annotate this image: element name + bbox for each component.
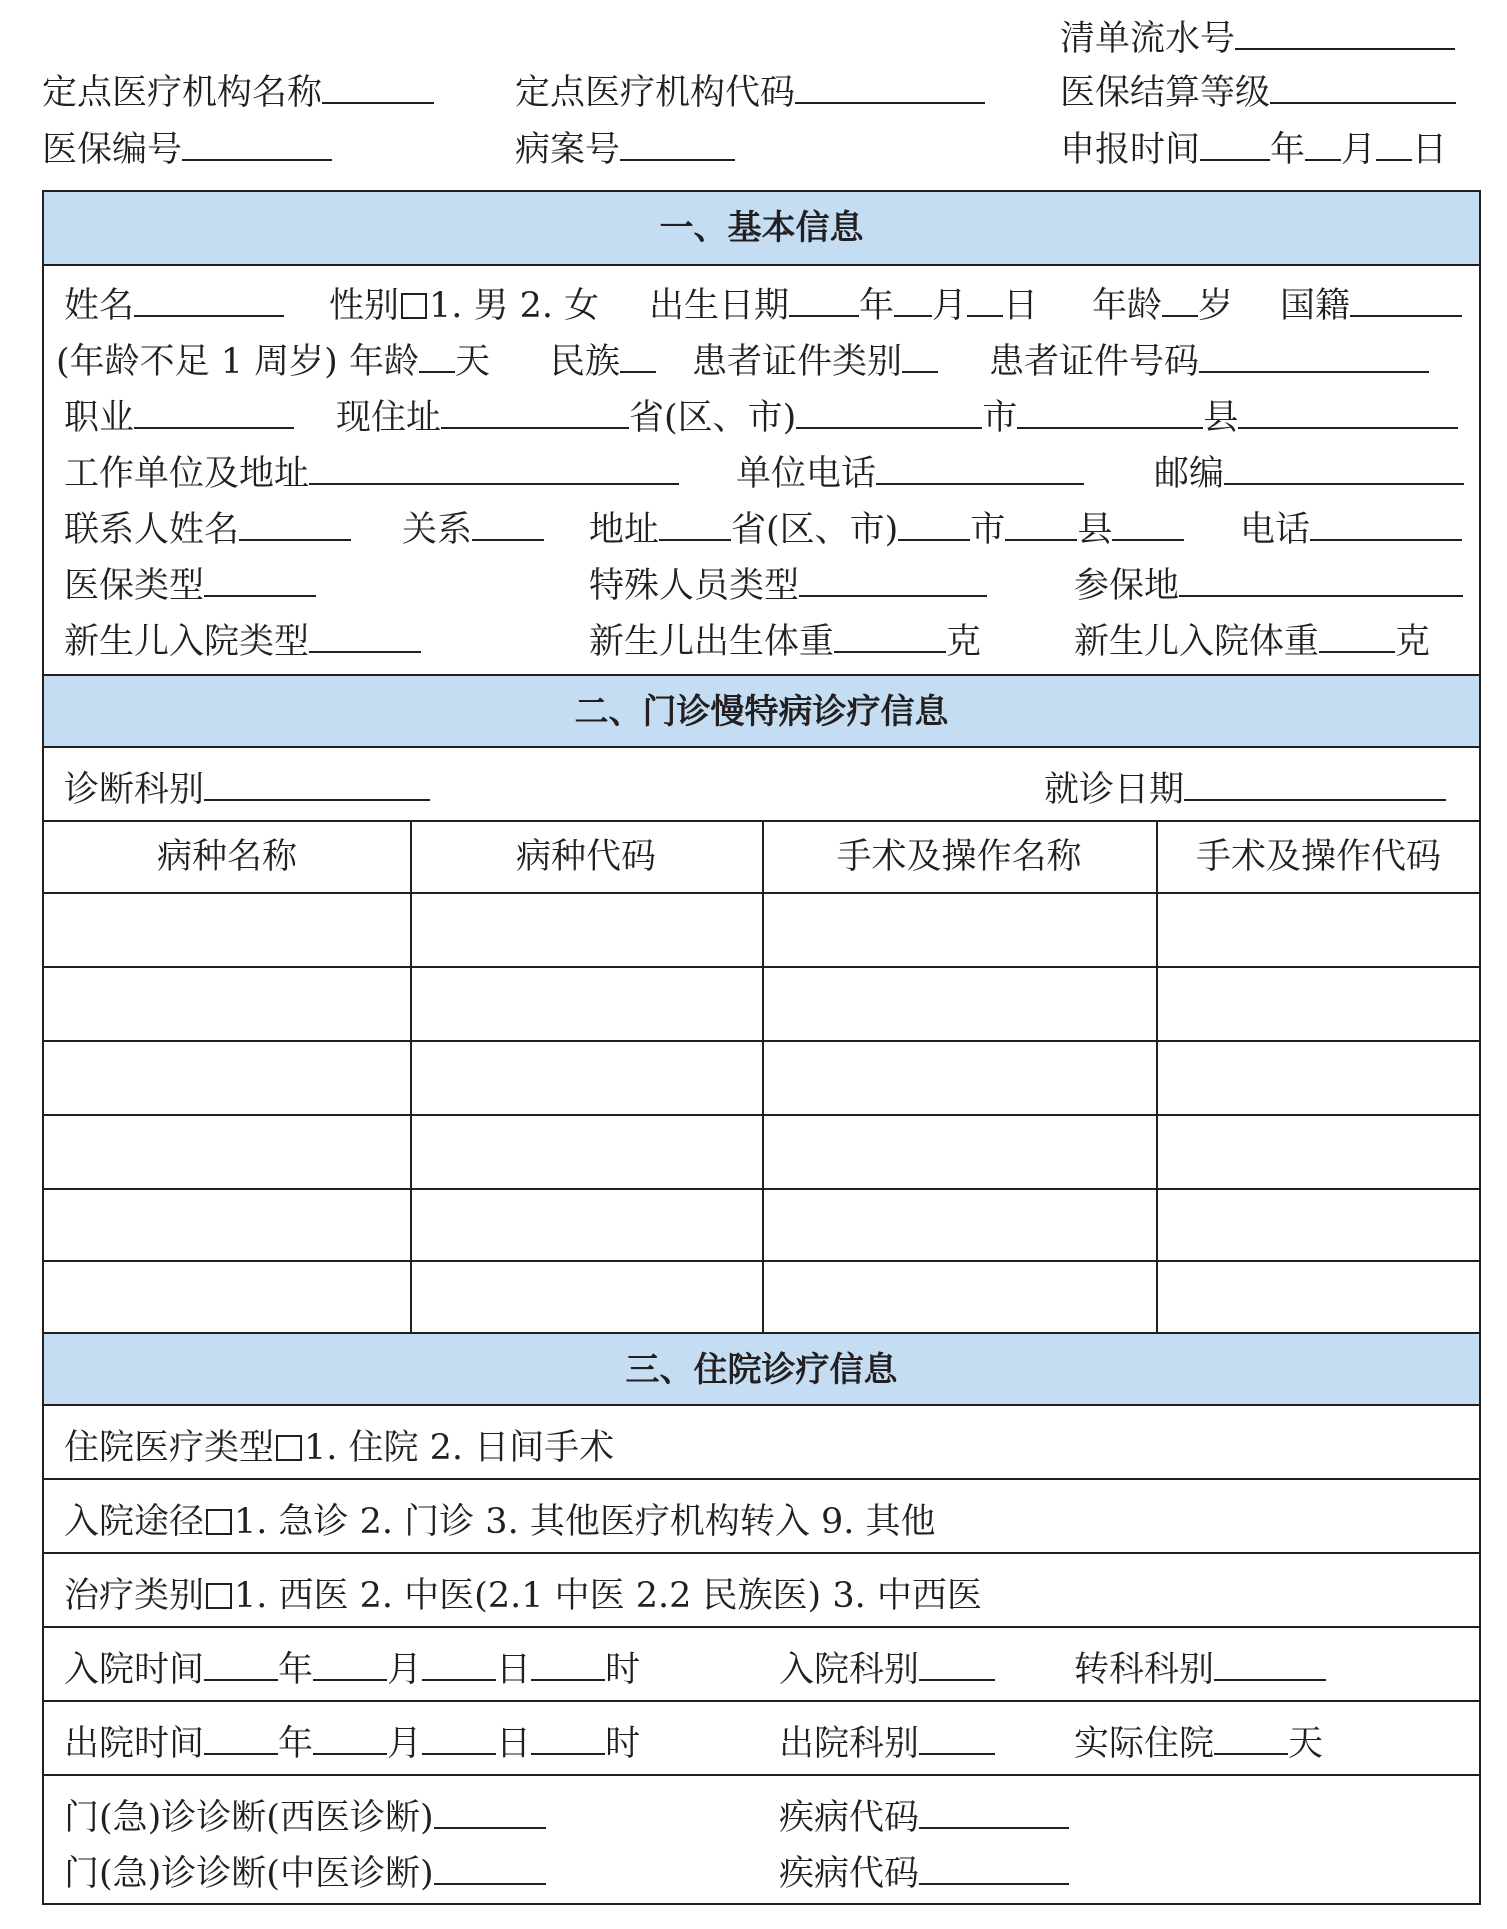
occupation-label: 职业	[64, 398, 135, 438]
diag-western-field[interactable]	[64, 1790, 546, 1840]
contact-address-field[interactable]	[589, 502, 1184, 552]
report-year-blank[interactable]	[1200, 127, 1270, 161]
admission-route-checkbox[interactable]	[206, 1509, 232, 1535]
address-field[interactable]	[336, 390, 1458, 440]
inpatient-type-field[interactable]	[64, 1420, 614, 1470]
admit-day-unit: 日	[496, 1650, 532, 1690]
infant-age-blank[interactable]	[419, 339, 455, 373]
section3-line-1	[44, 1478, 1479, 1480]
newborn-type-label: 新生儿入院类型	[64, 622, 310, 662]
table-col-divider-3	[1156, 820, 1158, 1332]
inpatient-type-options: 1. 住院 2. 日间手术	[304, 1428, 615, 1468]
insurance-type-label: 医保类型	[64, 566, 205, 606]
western-code-blank[interactable]	[919, 1795, 1069, 1829]
contact-county-unit: 县	[1077, 510, 1113, 550]
report-day-unit: 日	[1412, 130, 1448, 170]
birth-year-unit: 年	[859, 286, 895, 326]
gender-options: 1. 男 2. 女	[429, 286, 600, 326]
birth-date-field[interactable]	[649, 278, 1038, 328]
admit-year-unit: 年	[278, 1650, 314, 1690]
newborn-admit-weight-field[interactable]	[1074, 614, 1430, 664]
postcode-field[interactable]	[1154, 446, 1464, 496]
discharge-time-field[interactable]	[64, 1716, 640, 1766]
contact-phone-label: 电话	[1240, 510, 1311, 550]
col-header-disease-name: 病种名称	[156, 837, 297, 877]
discharge-day-unit: 日	[496, 1724, 532, 1764]
name-blank[interactable]	[134, 283, 284, 317]
report-year-unit: 年	[1270, 130, 1306, 170]
address-county-blank[interactable]	[1017, 395, 1203, 429]
contact-address-label: 地址	[589, 510, 660, 550]
newborn-birth-weight-blank[interactable]	[834, 619, 946, 653]
contact-city-unit: 市	[970, 510, 1006, 550]
discharge-year-blank[interactable]	[204, 1721, 278, 1755]
age-blank[interactable]	[1162, 283, 1198, 317]
birth-day-blank[interactable]	[967, 283, 1003, 317]
section-inpatient-header: 三、住院诊疗信息	[44, 1332, 1479, 1406]
visit-date-field[interactable]	[1044, 762, 1446, 812]
discharge-dept-field[interactable]	[779, 1716, 995, 1766]
section3-line-2	[44, 1552, 1479, 1554]
newborn-admit-weight-blank[interactable]	[1319, 619, 1395, 653]
admit-time-field[interactable]	[64, 1642, 640, 1692]
inpatient-type-checkbox[interactable]	[276, 1435, 302, 1461]
newborn-birth-weight-label: 新生儿出生体重	[589, 622, 835, 662]
contact-county-blank[interactable]	[1005, 507, 1077, 541]
nationality-label: 国籍	[1280, 286, 1351, 326]
address-city-blank[interactable]	[796, 395, 982, 429]
insured-place-blank[interactable]	[1179, 563, 1463, 597]
admit-dept-label: 入院科别	[779, 1650, 920, 1690]
contact-province-unit: 省(区、市)	[731, 510, 899, 550]
contact-name-field[interactable]	[64, 502, 351, 552]
visit-date-label: 就诊日期	[1044, 770, 1185, 810]
age-field[interactable]	[1092, 278, 1233, 328]
address-county-unit: 县	[1203, 398, 1239, 438]
col-header-operation-code: 手术及操作代码	[1195, 837, 1441, 877]
section3-line-3	[44, 1626, 1479, 1628]
postcode-label: 邮编	[1154, 454, 1225, 494]
settlement-level-field[interactable]	[1060, 70, 1456, 115]
infant-age-unit: 天	[454, 342, 490, 382]
contact-phone-field[interactable]	[1240, 502, 1462, 552]
tcm-code-blank[interactable]	[919, 1851, 1069, 1885]
diag-tcm-label: 门(急)诊诊断(中医诊断)	[64, 1854, 434, 1894]
table-col-divider-1	[410, 820, 412, 1332]
admit-month-blank[interactable]	[313, 1647, 387, 1681]
diagnosis-dept-blank[interactable]	[204, 767, 430, 801]
birth-month-unit: 月	[932, 286, 968, 326]
discharge-dept-label: 出院科别	[779, 1724, 920, 1764]
discharge-year-unit: 年	[278, 1724, 314, 1764]
special-type-label: 特殊人员类型	[589, 566, 800, 606]
settlement-level-blank[interactable]	[1270, 70, 1456, 104]
employer-phone-field[interactable]	[736, 446, 1084, 496]
serial-no-label: 清单流水号	[1060, 19, 1236, 59]
serial-no-blank[interactable]	[1235, 16, 1455, 50]
discharge-day-blank[interactable]	[422, 1721, 496, 1755]
settlement-form	[42, 190, 1481, 1905]
ethnicity-blank[interactable]	[620, 339, 656, 373]
newborn-type-blank[interactable]	[309, 619, 421, 653]
id-type-label: 患者证件类别	[692, 342, 903, 382]
address-label: 现住址	[336, 398, 442, 438]
newborn-birth-weight-unit: 克	[946, 622, 982, 662]
insurance-type-blank[interactable]	[204, 563, 316, 597]
ethnicity-label: 民族	[550, 342, 621, 382]
diag-tcm-blank[interactable]	[434, 1851, 546, 1885]
report-time-label: 申报时间	[1060, 130, 1201, 170]
actual-stay-field[interactable]	[1074, 1716, 1323, 1766]
birth-day-unit: 日	[1003, 286, 1039, 326]
id-no-label: 患者证件号码	[989, 342, 1200, 382]
insured-place-field[interactable]	[1074, 558, 1463, 608]
actual-stay-label: 实际住院	[1074, 1724, 1215, 1764]
treatment-type-field[interactable]	[64, 1568, 982, 1618]
relation-field[interactable]	[402, 502, 544, 552]
section-outpatient-header: 二、门诊慢特病诊疗信息	[44, 674, 1479, 748]
western-code-field[interactable]	[779, 1790, 1069, 1840]
id-type-field[interactable]	[692, 334, 938, 384]
settlement-level-label: 医保结算等级	[1060, 73, 1271, 113]
treatment-type-label: 治疗类别	[64, 1576, 205, 1616]
admit-day-blank[interactable]	[422, 1647, 496, 1681]
institution-name-field[interactable]	[42, 70, 434, 115]
address-city-unit: 市	[982, 398, 1018, 438]
diag-tcm-field[interactable]	[64, 1846, 546, 1896]
admission-route-label: 入院途径	[64, 1502, 205, 1542]
insurance-no-label: 医保编号	[42, 130, 183, 170]
id-no-field[interactable]	[989, 334, 1429, 384]
discharge-month-blank[interactable]	[313, 1721, 387, 1755]
infant-age-label: (年龄不足 1 周岁) 年龄	[56, 342, 419, 382]
admit-year-blank[interactable]	[204, 1647, 278, 1681]
birth-month-blank[interactable]	[894, 283, 932, 317]
section-basic-info-header: 一、基本信息	[44, 192, 1479, 266]
employer-field[interactable]	[64, 446, 679, 496]
inpatient-type-label: 住院医疗类型	[64, 1428, 275, 1468]
discharge-hour-unit: 时	[605, 1724, 641, 1764]
relation-blank[interactable]	[472, 507, 544, 541]
newborn-admit-weight-unit: 克	[1395, 622, 1431, 662]
col-header-disease-code: 病种代码	[515, 837, 656, 877]
relation-label: 关系	[402, 510, 473, 550]
case-no-blank[interactable]	[620, 127, 735, 161]
newborn-type-field[interactable]	[64, 614, 421, 664]
employer-label: 工作单位及地址	[64, 454, 310, 494]
diagnosis-dept-field[interactable]	[64, 762, 430, 812]
employer-blank[interactable]	[309, 451, 679, 485]
tcm-code-field[interactable]	[779, 1846, 1069, 1896]
insured-place-label: 参保地	[1074, 566, 1180, 606]
institution-code-field[interactable]	[515, 70, 985, 115]
birth-date-label: 出生日期	[649, 286, 790, 326]
transfer-dept-label: 转科科别	[1074, 1650, 1215, 1690]
diag-western-blank[interactable]	[434, 1795, 546, 1829]
age-unit: 岁	[1198, 286, 1234, 326]
insurance-type-field[interactable]	[64, 558, 316, 608]
case-no-field[interactable]	[515, 127, 735, 172]
id-type-blank[interactable]	[902, 339, 938, 373]
employer-phone-blank[interactable]	[876, 451, 1084, 485]
discharge-dept-blank[interactable]	[919, 1721, 995, 1755]
transfer-dept-field[interactable]	[1074, 1642, 1326, 1692]
address-province-blank[interactable]	[441, 395, 629, 429]
nationality-field[interactable]	[1280, 278, 1462, 328]
admission-route-field[interactable]	[64, 1494, 935, 1544]
discharge-time-label: 出院时间	[64, 1724, 205, 1764]
institution-code-blank[interactable]	[795, 70, 985, 104]
contact-detail-blank[interactable]	[1112, 507, 1184, 541]
discharge-month-unit: 月	[387, 1724, 423, 1764]
actual-stay-blank[interactable]	[1214, 1721, 1288, 1755]
employer-phone-label: 单位电话	[736, 454, 877, 494]
nationality-blank[interactable]	[1350, 283, 1462, 317]
treatment-type-checkbox[interactable]	[206, 1583, 232, 1609]
institution-name-blank[interactable]	[322, 70, 434, 104]
admission-route-options: 1. 急诊 2. 门诊 3. 其他医疗机构转入 9. 其他	[234, 1502, 936, 1542]
name-label: 姓名	[64, 286, 135, 326]
section3-line-5	[44, 1774, 1479, 1776]
report-month-unit: 月	[1341, 130, 1377, 170]
actual-stay-unit: 天	[1288, 1724, 1324, 1764]
insurance-no-field[interactable]	[42, 127, 332, 172]
section3-line-4	[44, 1700, 1479, 1702]
serial-no-field[interactable]	[1060, 16, 1455, 61]
ethnicity-field[interactable]	[550, 334, 656, 384]
admit-month-unit: 月	[387, 1650, 423, 1690]
postcode-blank[interactable]	[1224, 451, 1464, 485]
newborn-birth-weight-field[interactable]	[589, 614, 981, 664]
institution-code-label: 定点医疗机构代码	[515, 73, 796, 113]
infant-age-field[interactable]	[56, 334, 490, 384]
birth-year-blank[interactable]	[789, 283, 859, 317]
admit-time-label: 入院时间	[64, 1650, 205, 1690]
occupation-blank[interactable]	[134, 395, 294, 429]
name-field[interactable]	[64, 278, 284, 328]
western-code-label: 疾病代码	[779, 1798, 920, 1838]
gender-label: 性别	[329, 286, 400, 326]
gender-field[interactable]	[329, 278, 599, 328]
contact-phone-blank[interactable]	[1310, 507, 1462, 541]
visit-date-blank[interactable]	[1184, 767, 1446, 801]
special-type-field[interactable]	[589, 558, 987, 608]
occupation-field[interactable]	[64, 390, 294, 440]
contact-name-label: 联系人姓名	[64, 510, 240, 550]
special-type-blank[interactable]	[799, 563, 987, 597]
contact-name-blank[interactable]	[239, 507, 351, 541]
id-no-blank[interactable]	[1199, 339, 1429, 373]
institution-name-label: 定点医疗机构名称	[42, 73, 323, 113]
admit-hour-unit: 时	[605, 1650, 641, 1690]
diagnosis-dept-label: 诊断科别	[64, 770, 205, 810]
report-time-field[interactable]	[1060, 127, 1447, 172]
discharge-hour-blank[interactable]	[531, 1721, 605, 1755]
report-month-blank[interactable]	[1305, 127, 1341, 161]
table-col-divider-2	[762, 820, 764, 1332]
admit-dept-blank[interactable]	[919, 1647, 995, 1681]
case-no-label: 病案号	[515, 130, 621, 170]
contact-city-blank[interactable]	[898, 507, 970, 541]
gender-checkbox[interactable]	[401, 293, 427, 319]
admit-dept-field[interactable]	[779, 1642, 995, 1692]
newborn-admit-weight-label: 新生儿入院体重	[1074, 622, 1320, 662]
treatment-type-options: 1. 西医 2. 中医(2.1 中医 2.2 民族医) 3. 中西医	[234, 1576, 982, 1616]
transfer-dept-blank[interactable]	[1214, 1647, 1326, 1681]
address-detail-blank[interactable]	[1238, 395, 1458, 429]
admit-hour-blank[interactable]	[531, 1647, 605, 1681]
age-label: 年龄	[1092, 286, 1163, 326]
address-province-unit: 省(区、市)	[629, 398, 797, 438]
insurance-no-blank[interactable]	[182, 127, 332, 161]
diag-western-label: 门(急)诊诊断(西医诊断)	[64, 1798, 434, 1838]
contact-province-blank[interactable]	[659, 507, 731, 541]
report-day-blank[interactable]	[1376, 127, 1412, 161]
tcm-code-label: 疾病代码	[779, 1854, 920, 1894]
col-header-operation-name: 手术及操作名称	[836, 837, 1082, 877]
